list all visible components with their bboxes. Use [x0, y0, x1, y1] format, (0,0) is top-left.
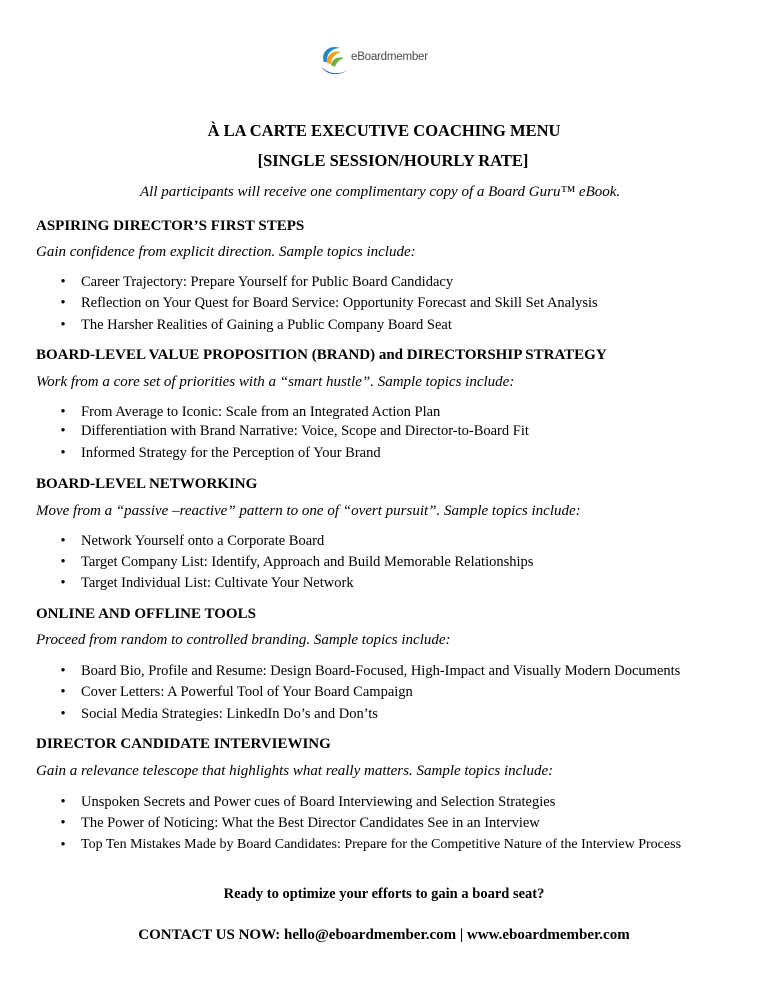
section-title: BOARD-LEVEL VALUE PROPOSITION (BRAND) and DIRECTORSHIP STRATEGY [36, 347, 607, 363]
list-item-text: Target Company List: Identify, Approach and Build Memorable Relationships [81, 554, 534, 570]
list-item-text: Target Individual List: Cultivate Your Network [81, 575, 354, 591]
call-to-action: Ready to optimize your efforts to gain a board seat? [223, 886, 545, 902]
contact-line: CONTACT US NOW: hello@eboardmember.com | www.eboardmember.com [138, 927, 630, 943]
list-item-text: Board Bio, Profile and Resume: Design Board-Focused, High-Impact and Visually Modern Documents [81, 663, 681, 679]
section-title: BOARD-LEVEL NETWORKING [36, 476, 258, 492]
eboardmember-logo-icon [318, 40, 350, 80]
page-subtitle-rate: [SINGLE SESSION/HOURLY RATE] [257, 151, 529, 170]
list-item-text: Career Trajectory: Prepare Yourself for Public Board Candidacy [81, 274, 454, 290]
bullet-icon: • [60, 423, 66, 439]
section-title: ONLINE AND OFFLINE TOOLS [36, 606, 256, 622]
list-item-text: Cover Letters: A Powerful Tool of Your Board Campaign [81, 684, 413, 700]
list-item-text: Network Yourself onto a Corporate Board [81, 533, 325, 549]
logo [318, 40, 458, 80]
list-item-text: Informed Strategy for the Perception of Your Brand [81, 445, 381, 461]
bullet-icon: • [60, 815, 66, 831]
list-item-text: The Harsher Realities of Gaining a Public Company Board Seat [81, 317, 452, 333]
list-item-text: The Power of Noticing: What the Best Director Candidates See in an Interview [81, 815, 540, 831]
bullet-icon: • [60, 794, 66, 810]
bullet-icon: • [60, 317, 66, 333]
bullet-icon: • [60, 706, 66, 722]
section-description: Work from a core set of priorities with a “smart hustle”. Sample topics include: [36, 374, 515, 390]
bullet-icon: • [60, 663, 66, 679]
bullet-icon: • [60, 837, 66, 853]
section-description: Gain confidence from explicit direction. Sample topics include: [36, 244, 416, 260]
list-item-text: Differentiation with Brand Narrative: Voice, Scope and Director-to-Board Fit [81, 423, 529, 439]
bullet-icon: • [60, 445, 66, 461]
logo-text: eBoardmember [351, 51, 428, 63]
bullet-icon: • [60, 554, 66, 570]
ebook-note: All participants will receive one complimentary copy of a Board Guru™ eBook. [140, 184, 621, 200]
list-item-text: From Average to Iconic: Scale from an Integrated Action Plan [81, 404, 441, 420]
list-item-text: Reflection on Your Quest for Board Service: Opportunity Forecast and Skill Set Analysis [81, 295, 598, 311]
section-title: ASPIRING DIRECTOR’S FIRST STEPS [36, 218, 305, 234]
bullet-icon: • [60, 533, 66, 549]
bullet-icon: • [60, 575, 66, 591]
section-description: Proceed from random to controlled branding. Sample topics include: [36, 632, 451, 648]
list-item-text: Top Ten Mistakes Made by Board Candidates: Prepare for the Competitive Nature of the Interview Process [81, 837, 682, 852]
list-item-text: Unspoken Secrets and Power cues of Board Interviewing and Selection Strategies [81, 794, 556, 810]
section-title: DIRECTOR CANDIDATE INTERVIEWING [36, 736, 331, 752]
section-description: Move from a “passive –reactive” pattern to one of “overt pursuit”. Sample topics include: [36, 503, 581, 519]
bullet-icon: • [60, 404, 66, 420]
bullet-icon: • [60, 295, 66, 311]
page-title: À LA CARTE EXECUTIVE COACHING MENU [207, 121, 561, 140]
section-description: Gain a relevance telescope that highlights what really matters. Sample topics include: [36, 763, 554, 779]
bullet-icon: • [60, 684, 66, 700]
bullet-icon: • [60, 274, 66, 290]
list-item-text: Social Media Strategies: LinkedIn Do’s and Don’ts [81, 706, 378, 722]
